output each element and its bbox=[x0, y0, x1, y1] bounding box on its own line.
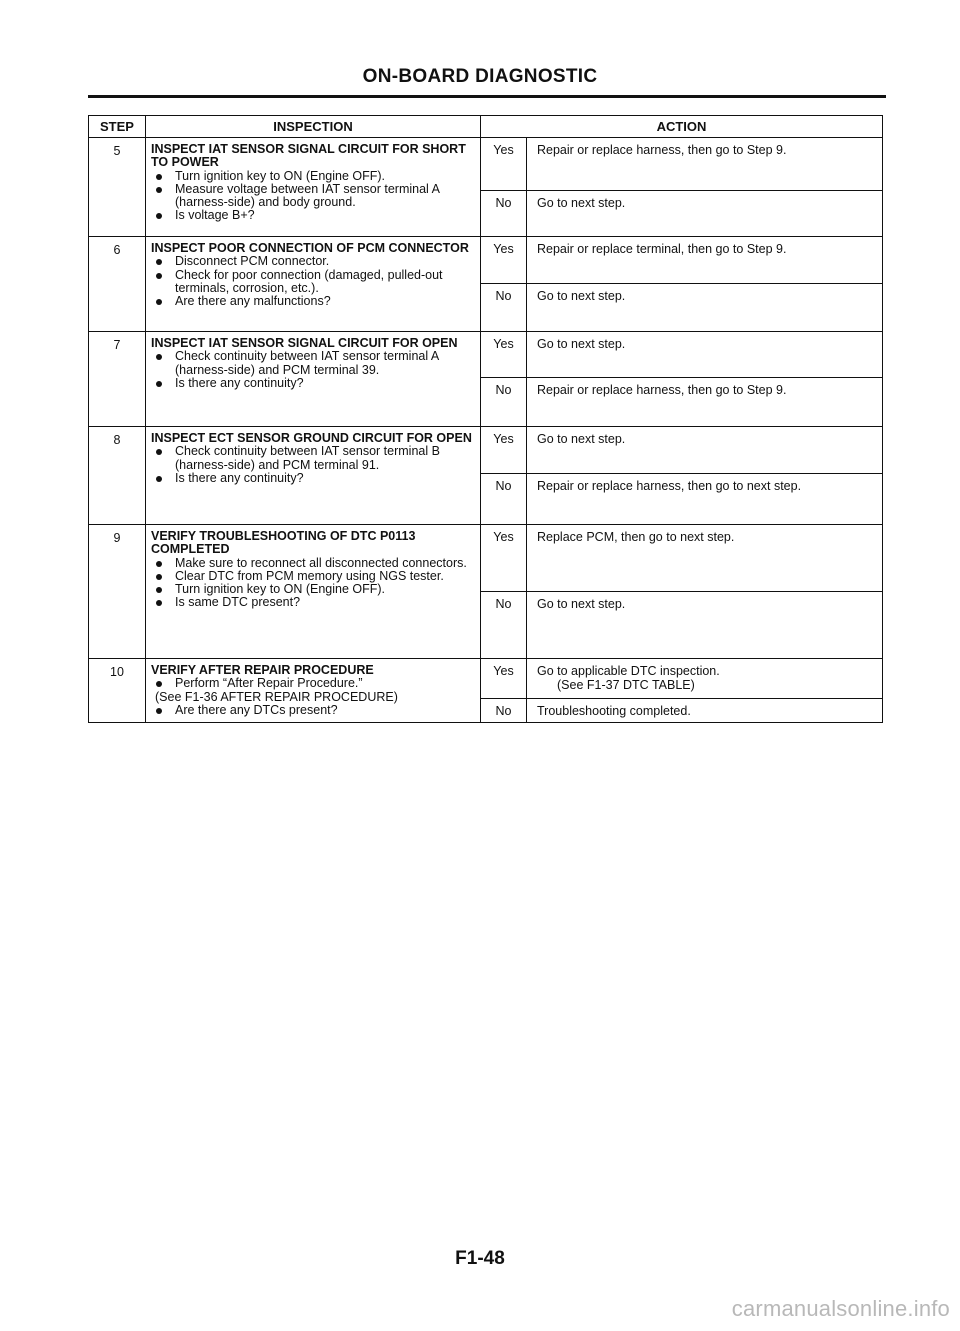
no-action: Troubleshooting completed. bbox=[527, 699, 883, 723]
inspection-bullet: Turn ignition key to ON (Engine OFF). bbox=[151, 583, 474, 596]
header-action: ACTION bbox=[481, 116, 883, 138]
table-header-row bbox=[89, 116, 883, 138]
inspection-bullet: Clear DTC from PCM memory using NGS tester. bbox=[151, 570, 474, 583]
step-number: 5 bbox=[89, 138, 146, 237]
inspection-bullet: Make sure to reconnect all disconnected connectors. bbox=[151, 557, 474, 570]
inspection-cell bbox=[146, 427, 481, 525]
inspection-cell bbox=[146, 525, 481, 659]
inspection-bullet: Check continuity between IAT sensor terminal A (harness-side) and PCM terminal 39. bbox=[151, 350, 474, 377]
page-number: F1-48 bbox=[455, 1248, 505, 1269]
no-action: Go to next step. bbox=[527, 191, 883, 237]
dtc-table-reference: (See F1-37 DTC TABLE) bbox=[557, 678, 695, 692]
yes-label: Yes bbox=[481, 659, 527, 699]
inspection-bullet: Is there any continuity? bbox=[151, 377, 474, 390]
inspection-heading: VERIFY TROUBLESHOOTING OF DTC P0113 COMPLETED bbox=[151, 529, 416, 557]
inspection-bullet: Check continuity between IAT sensor terminal B (harness-side) and PCM terminal 91. bbox=[151, 445, 474, 472]
procedure-reference: (See F1-36 AFTER REPAIR PROCEDURE) bbox=[155, 689, 398, 704]
no-label: No bbox=[481, 191, 527, 237]
inspection-bullet: Is same DTC present? bbox=[151, 596, 474, 609]
no-action: Repair or replace harness, then go to next step. bbox=[527, 474, 883, 525]
header-step: STEP bbox=[89, 116, 146, 138]
yes-action: Repair or replace harness, then go to Step 9. bbox=[527, 138, 883, 191]
no-label: No bbox=[481, 284, 527, 332]
table-row bbox=[89, 237, 883, 284]
step-number: 10 bbox=[89, 659, 146, 723]
inspection-bullet: Are there any DTCs present? bbox=[151, 704, 474, 717]
inspection-bullet: Check for poor connection (damaged, pulled-out terminals, corrosion, etc.). bbox=[151, 269, 474, 296]
no-label: No bbox=[481, 699, 527, 723]
no-action: Repair or replace harness, then go to Step 9. bbox=[527, 378, 883, 427]
inspection-bullet: Measure voltage between IAT sensor terminal A (harness-side) and body ground. bbox=[151, 183, 474, 210]
inspection-bullet: Disconnect PCM connector. bbox=[151, 255, 474, 268]
step-number: 8 bbox=[89, 427, 146, 525]
inspection-bullet bbox=[151, 677, 474, 704]
yes-label: Yes bbox=[481, 427, 527, 474]
table-row bbox=[89, 427, 883, 474]
table-row bbox=[89, 138, 883, 191]
inspection-bullet: Turn ignition key to ON (Engine OFF). bbox=[151, 170, 474, 183]
yes-label: Yes bbox=[481, 332, 527, 378]
inspection-cell bbox=[146, 138, 481, 237]
inspection-cell bbox=[146, 332, 481, 427]
no-label: No bbox=[481, 378, 527, 427]
watermark: carmanualsonline.info bbox=[731, 1296, 950, 1321]
title-rule bbox=[88, 95, 886, 98]
yes-action-cell bbox=[527, 659, 883, 699]
step-number: 9 bbox=[89, 525, 146, 659]
table-row bbox=[89, 332, 883, 378]
inspection-bullet: Are there any malfunctions? bbox=[151, 295, 474, 308]
yes-action: Go to next step. bbox=[527, 332, 883, 378]
inspection-cell bbox=[146, 659, 481, 723]
inspection-heading: INSPECT ECT SENSOR GROUND CIRCUIT FOR OPEN bbox=[151, 431, 472, 445]
table-row bbox=[89, 525, 883, 592]
step-number: 7 bbox=[89, 332, 146, 427]
yes-label: Yes bbox=[481, 237, 527, 284]
step-number: 6 bbox=[89, 237, 146, 332]
no-action: Go to next step. bbox=[527, 284, 883, 332]
yes-action: Go to applicable DTC inspection. bbox=[537, 664, 720, 678]
inspection-heading: VERIFY AFTER REPAIR PROCEDURE bbox=[151, 663, 374, 677]
table-row bbox=[89, 659, 883, 699]
yes-label: Yes bbox=[481, 138, 527, 191]
yes-action: Repair or replace terminal, then go to Step 9. bbox=[527, 237, 883, 284]
yes-action: Replace PCM, then go to next step. bbox=[527, 525, 883, 592]
inspection-heading: INSPECT IAT SENSOR SIGNAL CIRCUIT FOR OPEN bbox=[151, 336, 458, 350]
bullet-text: Perform “After Repair Procedure.” bbox=[175, 676, 363, 691]
yes-label: Yes bbox=[481, 525, 527, 592]
inspection-heading: INSPECT POOR CONNECTION OF PCM CONNECTOR bbox=[151, 241, 469, 255]
inspection-bullet: Is there any continuity? bbox=[151, 472, 474, 485]
diagnostic-table bbox=[88, 115, 883, 723]
page-title: ON-BOARD DIAGNOSTIC bbox=[362, 66, 598, 87]
no-action: Go to next step. bbox=[527, 592, 883, 659]
header-inspection: INSPECTION bbox=[146, 116, 481, 138]
yes-action: Go to next step. bbox=[527, 427, 883, 474]
inspection-heading: INSPECT IAT SENSOR SIGNAL CIRCUIT FOR SHORT TO POWER bbox=[151, 142, 466, 170]
no-label: No bbox=[481, 592, 527, 659]
inspection-cell bbox=[146, 237, 481, 332]
inspection-bullet: Is voltage B+? bbox=[151, 209, 474, 222]
no-label: No bbox=[481, 474, 527, 525]
